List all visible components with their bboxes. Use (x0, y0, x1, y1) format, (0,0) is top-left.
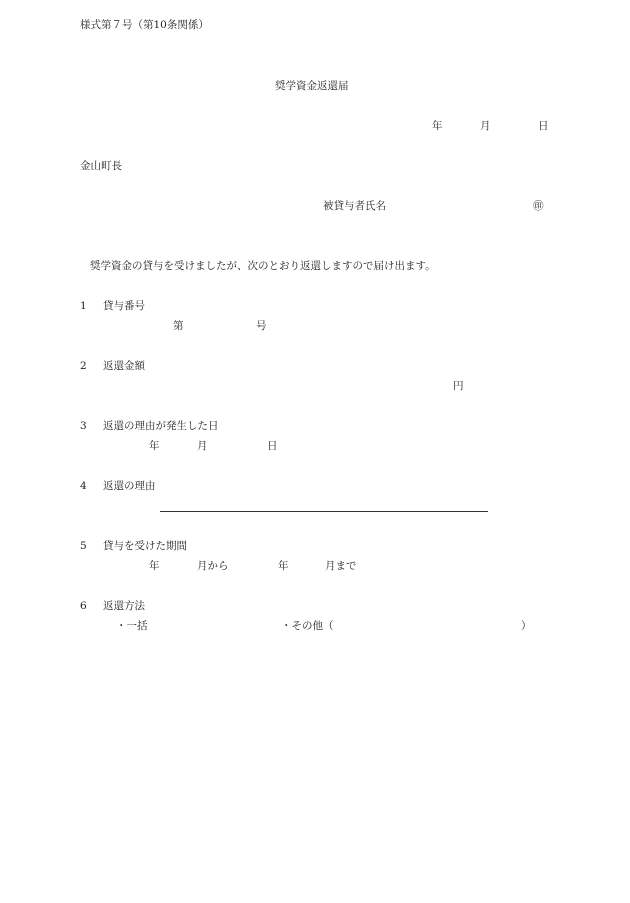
method-other-close-paren: ） (521, 620, 532, 632)
document-title: 奨学資金返還届 (275, 80, 349, 92)
reason-write-line (160, 511, 488, 512)
addressee: 金山町長 (80, 160, 122, 172)
item-number: 3 (80, 420, 87, 432)
date-year-label: 年 (432, 120, 443, 132)
item-label: 貸与を受けた期間 (103, 540, 187, 552)
period-from-year-label: 年 (149, 560, 160, 572)
date-month-label: 月 (480, 120, 491, 132)
method-option-lump-sum: ・一括 (116, 620, 148, 632)
item-label: 返還の理由が発生した日 (103, 420, 219, 432)
item-label: 貸与番号 (103, 300, 145, 312)
item-label: 返還の理由 (103, 480, 156, 492)
period-to-month-label: 月まで (325, 560, 357, 572)
item-number: 2 (80, 360, 87, 372)
reason-date-month-label: 月 (197, 440, 208, 452)
item-number: 6 (80, 600, 87, 612)
amount-unit: 円 (453, 380, 464, 392)
reason-date-day-label: 日 (267, 440, 278, 452)
item-number: 5 (80, 540, 87, 552)
date-day-label: 日 (538, 120, 549, 132)
item-label: 返還金額 (103, 360, 145, 372)
seal-mark: ㊞ (533, 200, 544, 212)
form-number: 様式第７号（第10条関係） (80, 19, 209, 31)
intro-text: 奨学資金の貸与を受けましたが、次のとおり返還しますので届け出ます。 (90, 260, 436, 272)
method-option-other: ・その他（ (281, 620, 334, 632)
item-label: 返還方法 (103, 600, 145, 612)
borrower-name-label: 被貸与者氏名 (323, 200, 386, 212)
period-to-year-label: 年 (278, 560, 289, 572)
item-number: 1 (80, 300, 87, 312)
period-from-month-label: 月から (197, 560, 229, 572)
loan-number-suffix: 号 (256, 320, 267, 332)
reason-date-year-label: 年 (149, 440, 160, 452)
item-number: 4 (80, 480, 87, 492)
loan-number-prefix: 第 (173, 320, 184, 332)
